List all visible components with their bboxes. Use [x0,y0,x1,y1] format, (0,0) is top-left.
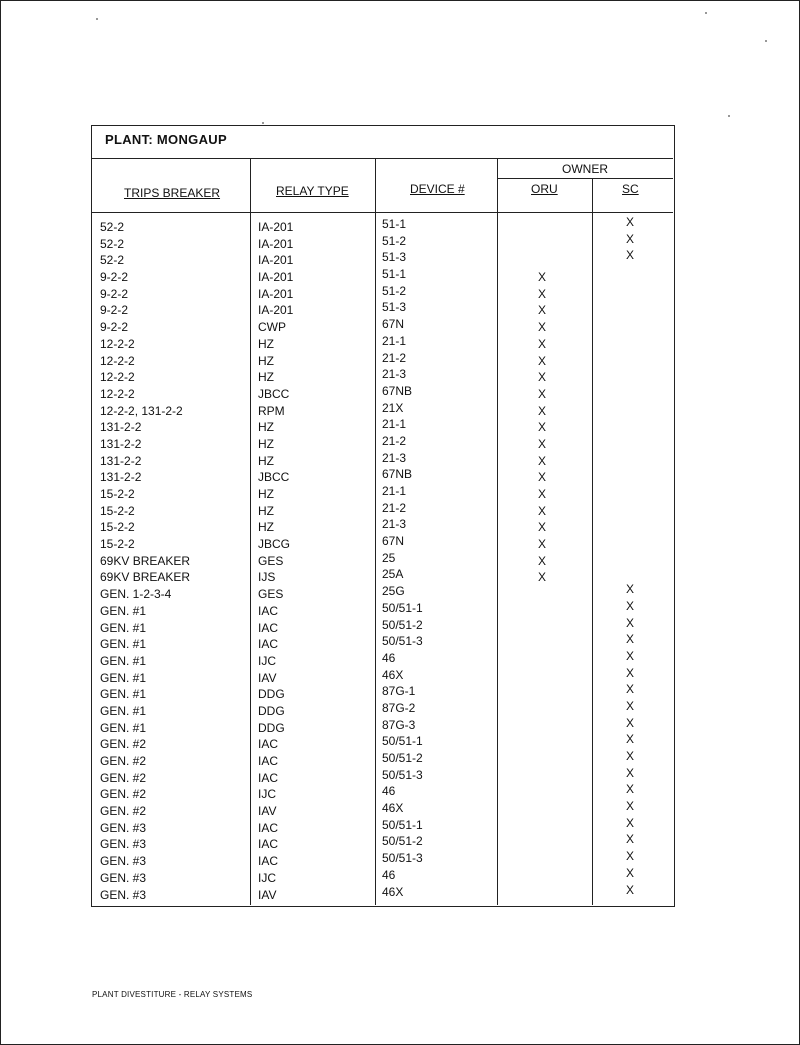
relay-type-cell: HZ [258,353,274,368]
relay-type-cell: IAC [258,754,279,768]
relay-type-cell: IJS [258,570,276,585]
sc-owner-cell: X [626,799,635,814]
device-cell: 50/51-1 [382,817,423,832]
trips-breaker-cell: GEN. #2 [100,754,147,768]
device-cell: 50/51-3 [382,634,423,649]
sc-owner-cell: X [626,231,635,246]
device-cell: 67N [382,317,405,332]
oru-owner-cell: X [538,520,547,535]
device-cell: 50/51-3 [382,851,423,866]
device-cell: 87G-1 [382,684,416,699]
relay-type-cell: HZ [258,520,274,535]
device-cell: 50/51-2 [382,617,423,632]
device-cell: 21-1 [382,484,407,498]
trips-breaker-cell: GEN. #1 [100,653,147,668]
oru-owner-cell: X [538,286,547,301]
device-cell: 67NB [382,383,413,398]
relay-type-cell: IAC [258,837,279,852]
relay-type-cell: IA-201 [258,286,294,301]
trips-breaker-cell: 15-2-2 [100,520,135,535]
trips-breaker-cell: GEN. #3 [100,837,147,852]
trips-breaker-cell: 12-2-2 [100,370,135,385]
device-cell: 67N [382,534,405,549]
relay-type-cell: IAC [258,603,279,618]
trips-breaker-cell: GEN. #3 [100,887,147,902]
trips-breaker-cell: 131-2-2 [100,436,142,451]
trips-breaker-cell: 69KV BREAKER [100,570,191,585]
device-cell: 46X [382,801,404,816]
device-cell: 51-1 [382,217,407,231]
device-cell: 21-2 [382,433,407,448]
trips-breaker-cell: GEN. #1 [100,720,147,735]
relay-type-cell: IAC [258,820,279,835]
device-cell: 50/51-1 [382,600,423,615]
sc-owner-cell: X [626,715,635,730]
trips-breaker-cell: 131-2-2 [100,453,142,468]
device-cell: 21-1 [382,417,407,432]
relay-type-cell: GES [258,553,284,568]
trips-breaker-cell: 52-2 [100,253,125,268]
relay-table-body [92,215,672,903]
sc-owner-cell: X [626,615,635,630]
oru-owner-cell: X [538,487,547,501]
oru-owner-cell: X [538,503,547,518]
sc-owner-cell: X [626,732,635,747]
trips-breaker-cell: GEN. #1 [100,687,147,702]
trips-breaker-header: TRIPS BREAKER [124,186,221,200]
device-cell: 21-3 [382,517,407,532]
relay-type-cell: IJC [258,870,276,885]
trips-breaker-cell: 12-2-2, 131-2-2 [100,403,183,418]
relay-type-cell: HZ [258,336,274,351]
scan-speck [705,12,707,14]
trips-breaker-cell: 9-2-2 [100,286,129,301]
device-cell: 51-3 [382,300,407,315]
relay-type-cell: JBCG [258,537,291,552]
owner-header: OWNER [562,162,608,176]
oru-owner-cell: X [538,320,547,335]
scan-speck [96,18,98,20]
device-cell: 25G [382,584,405,599]
oru-owner-cell: X [538,353,547,368]
trips-breaker-cell: GEN. #2 [100,804,147,819]
scan-speck [262,122,264,124]
trips-breaker-cell: GEN. #2 [100,770,147,785]
device-cell: 46X [382,667,404,682]
device-cell: 46 [382,867,396,882]
trips-breaker-cell: 12-2-2 [100,386,135,401]
relay-type-cell: IA-201 [258,303,294,318]
sc-header: SC [622,182,639,196]
sc-owner-cell: X [626,665,635,680]
sc-owner-cell: X [626,749,635,763]
relay-type-cell: CWP [258,320,286,335]
device-cell: 50/51-2 [382,751,423,765]
trips-breaker-cell: 9-2-2 [100,303,129,318]
sc-owner-cell: X [626,865,635,880]
oru-owner-cell: X [538,270,547,285]
sc-owner-cell: X [626,815,635,830]
trips-breaker-cell: 131-2-2 [100,420,142,435]
relay-type-cell: RPM [258,403,285,418]
relay-type-cell: IAV [258,804,277,819]
scan-speck [728,115,730,117]
device-cell: 21-3 [382,450,407,465]
relay-type-cell: IAV [258,670,277,685]
sc-owner-cell: X [626,849,635,864]
device-cell: 21-1 [382,333,407,348]
relay-type-cell: IAC [258,854,279,869]
sc-owner-cell: X [626,215,635,229]
relay-type-cell: IJC [258,653,276,668]
sc-owner-cell: X [626,648,635,663]
relay-type-cell: IA-201 [258,236,294,251]
device-cell: 87G-3 [382,717,416,732]
oru-owner-cell: X [538,570,547,585]
device-cell: 51-1 [382,267,407,282]
relay-type-cell: IJC [258,787,276,802]
device-cell: 46 [382,650,396,665]
device-header: DEVICE # [410,182,465,196]
sc-owner-cell: X [626,882,635,897]
oru-owner-cell: X [538,403,547,418]
oru-owner-cell: X [538,553,547,568]
oru-owner-cell: X [538,470,547,485]
trips-breaker-cell: GEN. #1 [100,637,147,652]
device-cell: 21-2 [382,500,407,515]
relay-type-cell: DDG [258,703,285,718]
trips-breaker-cell: GEN. #3 [100,820,147,835]
device-cell: 51-2 [382,283,407,298]
trips-breaker-cell: 9-2-2 [100,320,129,335]
oru-owner-cell: X [538,303,547,318]
table-row [92,882,672,904]
device-cell: 50/51-1 [382,734,423,749]
device-cell: 50/51-2 [382,834,423,849]
oru-owner-cell: X [538,420,547,435]
sc-owner-cell: X [626,698,635,713]
relay-type-header: RELAY TYPE [276,184,349,198]
relay-type-cell: HZ [258,453,274,468]
trips-breaker-cell: 131-2-2 [100,470,142,485]
trips-breaker-cell: GEN. #1 [100,603,147,618]
trips-breaker-cell: GEN. #1 [100,703,147,718]
trips-breaker-cell: 15-2-2 [100,487,135,501]
relay-type-cell: JBCC [258,386,290,401]
trips-breaker-cell: GEN. #3 [100,854,147,869]
device-cell: 51-3 [382,250,407,265]
header-rule-top [92,158,673,159]
sc-owner-cell: X [626,598,635,613]
relay-type-cell: IA-201 [258,253,294,268]
trips-breaker-cell: GEN. 1-2-3-4 [100,587,172,602]
relay-type-cell: HZ [258,420,274,435]
footer-text: PLANT DIVESTITURE - RELAY SYSTEMS [92,990,253,999]
trips-breaker-cell: GEN. #1 [100,670,147,685]
trips-breaker-cell: 52-2 [100,236,125,251]
relay-type-cell: IAC [258,620,279,635]
relay-type-cell: IAC [258,770,279,785]
device-cell: 51-2 [382,233,407,248]
relay-type-cell: GES [258,587,284,602]
relay-type-cell: HZ [258,487,274,501]
trips-breaker-cell: 15-2-2 [100,503,135,518]
relay-type-cell: DDG [258,720,285,735]
relay-type-cell: JBCC [258,470,290,485]
oru-header: ORU [531,182,558,196]
relay-type-cell: IAC [258,737,279,752]
device-cell: 50/51-3 [382,767,423,782]
trips-breaker-cell: GEN. #2 [100,737,147,752]
device-cell: 46 [382,784,396,799]
device-cell: 21-3 [382,367,407,382]
trips-breaker-cell: 52-2 [100,220,125,234]
sc-owner-cell: X [626,632,635,647]
trips-breaker-cell: GEN. #1 [100,620,147,635]
plant-title: PLANT: MONGAUP [105,132,227,147]
sc-owner-cell: X [626,832,635,847]
relay-type-cell: DDG [258,687,285,702]
relay-type-cell: HZ [258,370,274,385]
trips-breaker-cell: 69KV BREAKER [100,553,191,568]
owner-rule [497,178,673,179]
trips-breaker-cell: 15-2-2 [100,537,135,552]
device-cell: 67NB [382,467,413,482]
relay-type-cell: HZ [258,436,274,451]
device-cell: 25 [382,550,396,565]
trips-breaker-cell: 12-2-2 [100,336,135,351]
header-rule-bottom [92,212,673,213]
oru-owner-cell: X [538,386,547,401]
device-cell: 87G-2 [382,700,416,715]
oru-owner-cell: X [538,453,547,468]
relay-type-cell: IAV [258,887,277,902]
device-cell: 21-2 [382,350,407,365]
trips-breaker-cell: GEN. #2 [100,787,147,802]
relay-type-cell: HZ [258,503,274,518]
oru-owner-cell: X [538,537,547,552]
sc-owner-cell: X [626,765,635,780]
device-cell: 25A [382,567,404,582]
oru-owner-cell: X [538,436,547,451]
relay-type-cell: IAC [258,637,279,652]
sc-owner-cell: X [626,782,635,797]
oru-owner-cell: X [538,370,547,385]
relay-type-cell: IA-201 [258,220,294,234]
device-cell: 21X [382,400,404,415]
trips-breaker-cell: 12-2-2 [100,353,135,368]
oru-owner-cell: X [538,336,547,351]
scan-speck [765,40,767,42]
sc-owner-cell: X [626,582,635,597]
trips-breaker-cell: 9-2-2 [100,270,129,285]
relay-type-cell: IA-201 [258,270,294,285]
device-cell: 46X [382,884,404,899]
sc-owner-cell: X [626,248,635,263]
trips-breaker-cell: GEN. #3 [100,870,147,885]
sc-owner-cell: X [626,682,635,697]
